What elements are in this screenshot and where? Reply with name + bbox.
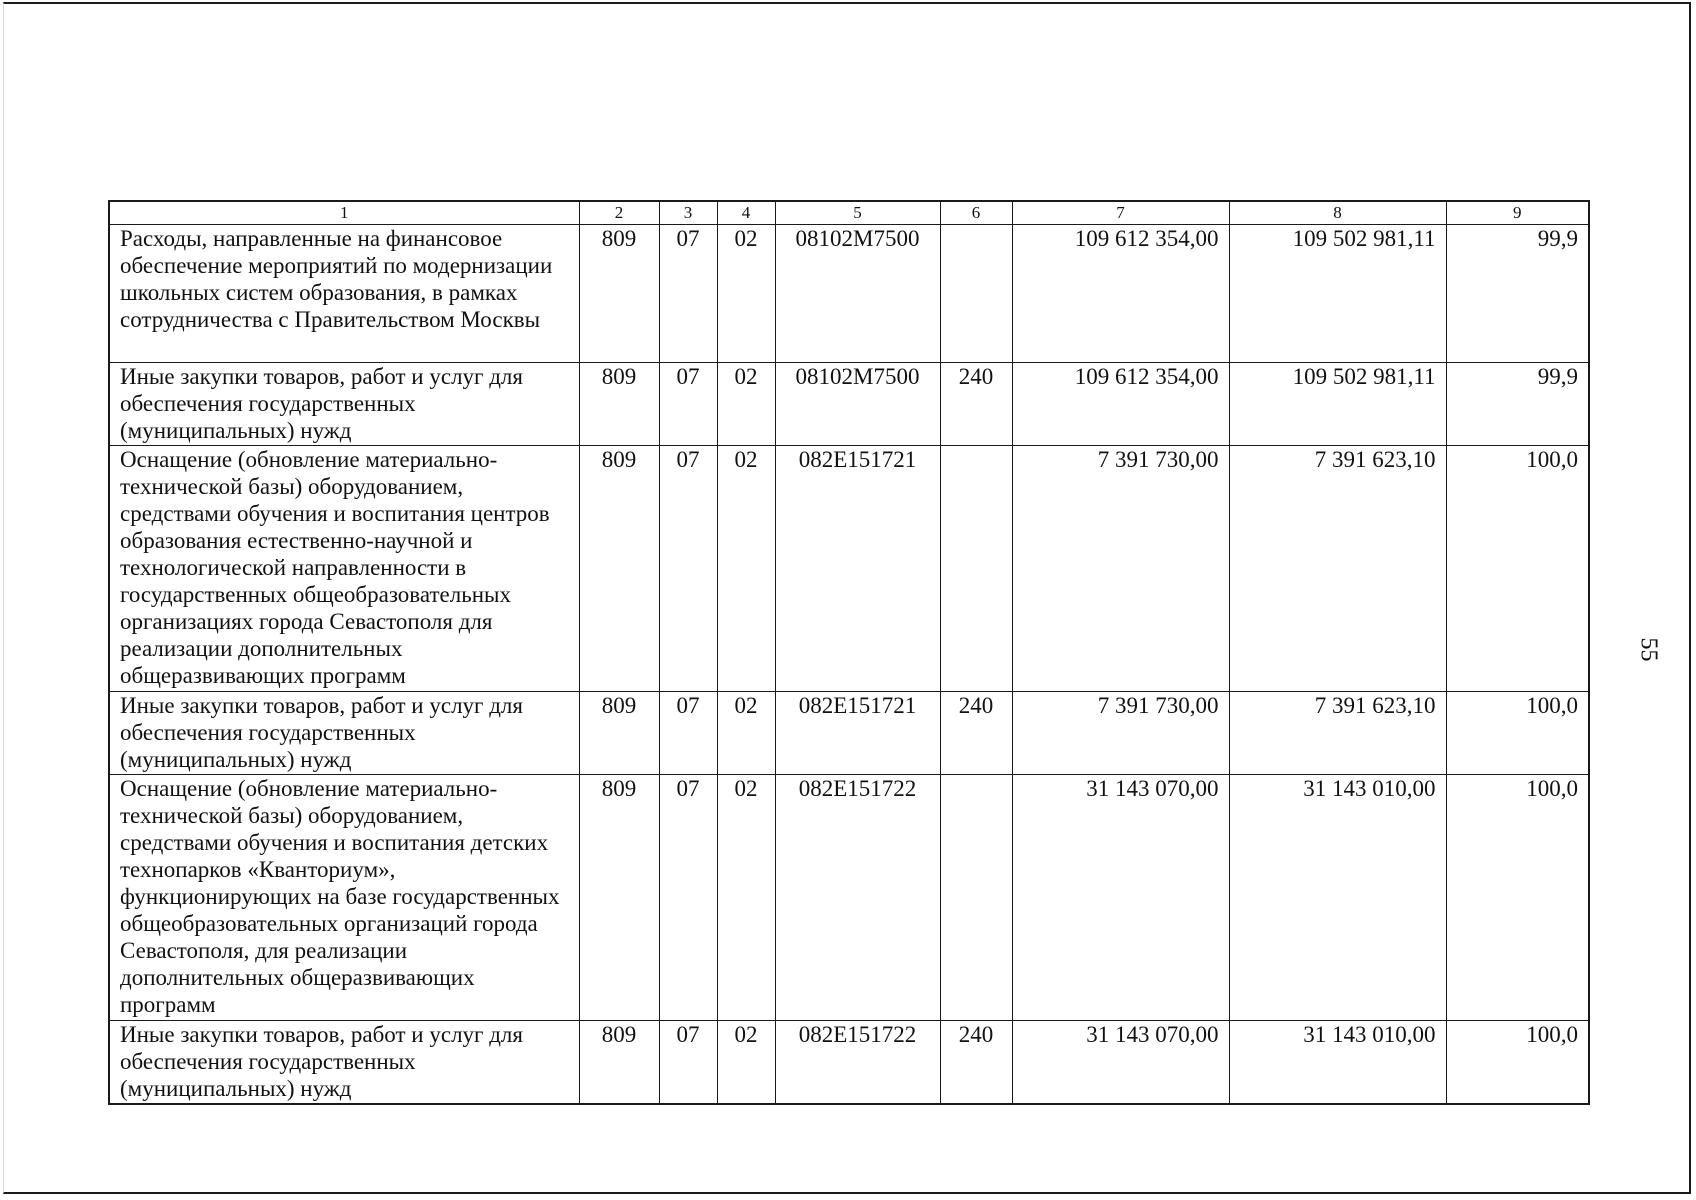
row-gr-code: 809 xyxy=(579,775,659,1021)
row-description: Иные закупки товаров, работ и услуг для обеспечения государственных (муниципальных) нужд xyxy=(109,363,579,446)
column-number: 1 xyxy=(109,201,579,225)
row-target-article-code: 08102M7500 xyxy=(775,363,940,446)
row-percent: 100,0 xyxy=(1446,775,1589,1021)
row-plan-amount: 7 391 730,00 xyxy=(1012,446,1229,692)
column-number: 7 xyxy=(1012,201,1229,225)
row-actual-amount: 109 502 981,11 xyxy=(1229,225,1446,363)
table-row xyxy=(109,692,1589,775)
row-actual-amount: 31 143 010,00 xyxy=(1229,1021,1446,1104)
row-subsection-code: 02 xyxy=(717,225,775,363)
budget-table-container xyxy=(108,200,1590,1105)
row-target-article-code: 082E151722 xyxy=(775,1021,940,1104)
row-plan-amount: 7 391 730,00 xyxy=(1012,692,1229,775)
row-description: Расходы, направленные на финансовое обеспечение мероприятий по модернизации школьных систем образования, в рамках сотрудничества с Правительством Москвы xyxy=(109,225,579,363)
column-number: 9 xyxy=(1446,201,1589,225)
budget-table xyxy=(108,200,1590,1105)
row-section-code: 07 xyxy=(659,446,717,692)
row-expense-type-code: 240 xyxy=(940,1021,1012,1104)
row-section-code: 07 xyxy=(659,363,717,446)
row-plan-amount: 109 612 354,00 xyxy=(1012,363,1229,446)
row-plan-amount: 31 143 070,00 xyxy=(1012,1021,1229,1104)
table-row xyxy=(109,363,1589,446)
row-gr-code: 809 xyxy=(579,363,659,446)
row-target-article-code: 082E151721 xyxy=(775,446,940,692)
row-expense-type-code: 240 xyxy=(940,692,1012,775)
row-description: Оснащение (обновление материально-технической базы) оборудованием, средствами обучения и воспитания центров образования естественно-научной и технологической направленности в государственных общеобразовательных организациях города Севастополя для реализации дополнительных общеразвивающих программ xyxy=(109,446,579,692)
row-target-article-code: 08102M7500 xyxy=(775,225,940,363)
row-target-article-code: 082E151722 xyxy=(775,775,940,1021)
table-row xyxy=(109,775,1589,1021)
row-actual-amount: 7 391 623,10 xyxy=(1229,692,1446,775)
row-actual-amount: 109 502 981,11 xyxy=(1229,363,1446,446)
row-description: Оснащение (обновление материально-технической базы) оборудованием, средствами обучения и воспитания детских технопарков «Кванториум», функционирующих на базе государственных общеобразовательных организаций города Севастополя, для реализации дополнительных общеразвивающих программ xyxy=(109,775,579,1021)
row-subsection-code: 02 xyxy=(717,692,775,775)
column-number: 6 xyxy=(940,201,1012,225)
row-gr-code: 809 xyxy=(579,1021,659,1104)
page-number: 55 xyxy=(1635,637,1662,662)
row-plan-amount: 109 612 354,00 xyxy=(1012,225,1229,363)
column-number: 4 xyxy=(717,201,775,225)
row-subsection-code: 02 xyxy=(717,775,775,1021)
row-expense-type-code xyxy=(940,446,1012,692)
row-plan-amount: 31 143 070,00 xyxy=(1012,775,1229,1021)
row-target-article-code: 082E151721 xyxy=(775,692,940,775)
row-gr-code: 809 xyxy=(579,692,659,775)
row-percent: 100,0 xyxy=(1446,1021,1589,1104)
row-section-code: 07 xyxy=(659,775,717,1021)
row-description: Иные закупки товаров, работ и услуг для обеспечения государственных (муниципальных) нужд xyxy=(109,1021,579,1104)
row-gr-code: 809 xyxy=(579,446,659,692)
row-actual-amount: 31 143 010,00 xyxy=(1229,775,1446,1021)
row-percent: 100,0 xyxy=(1446,692,1589,775)
row-gr-code: 809 xyxy=(579,225,659,363)
row-description: Иные закупки товаров, работ и услуг для обеспечения государственных (муниципальных) нужд xyxy=(109,692,579,775)
column-number: 2 xyxy=(579,201,659,225)
row-subsection-code: 02 xyxy=(717,446,775,692)
row-subsection-code: 02 xyxy=(717,1021,775,1104)
table-row xyxy=(109,446,1589,692)
column-number: 8 xyxy=(1229,201,1446,225)
row-expense-type-code: 240 xyxy=(940,363,1012,446)
row-percent: 100,0 xyxy=(1446,446,1589,692)
column-number-row xyxy=(109,201,1589,225)
row-section-code: 07 xyxy=(659,225,717,363)
row-subsection-code: 02 xyxy=(717,363,775,446)
row-percent: 99,9 xyxy=(1446,363,1589,446)
row-section-code: 07 xyxy=(659,692,717,775)
table-row xyxy=(109,1021,1589,1104)
row-section-code: 07 xyxy=(659,1021,717,1104)
row-actual-amount: 7 391 623,10 xyxy=(1229,446,1446,692)
row-percent: 99,9 xyxy=(1446,225,1589,363)
row-expense-type-code xyxy=(940,225,1012,363)
row-expense-type-code xyxy=(940,775,1012,1021)
table-row xyxy=(109,225,1589,363)
column-number: 5 xyxy=(775,201,940,225)
column-number: 3 xyxy=(659,201,717,225)
